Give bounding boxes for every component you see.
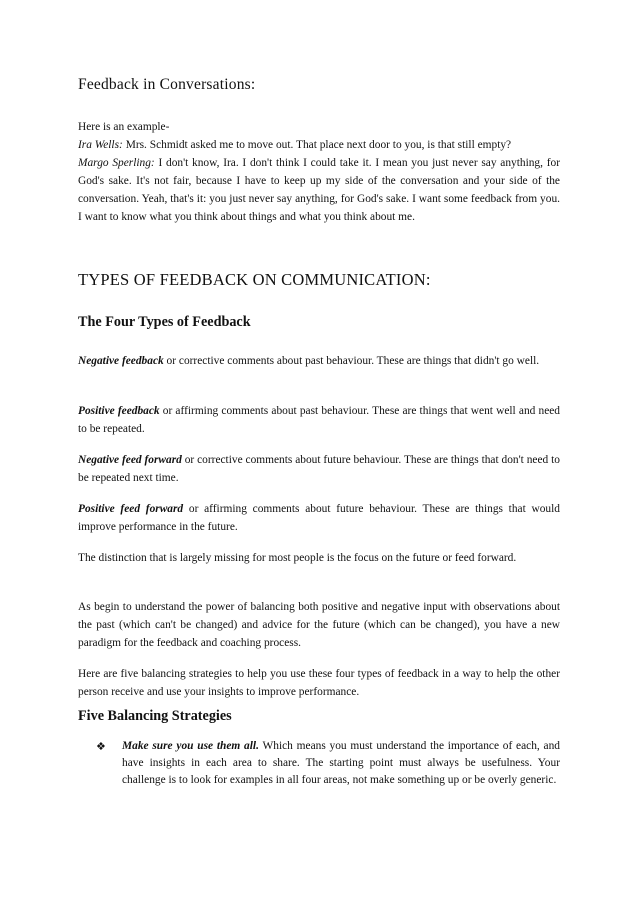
feedback-type-positive-feed-forward	[78, 500, 560, 536]
balancing-text: As begin to understand the power of balancing both positive and negative input with observations about the past (which can't be changed) and advice for the future (which can be changed), you have a new paradigm for the feedback and coaching process.	[78, 601, 560, 649]
diamond-bullet-icon: ❖	[96, 740, 106, 753]
feedback-type-positive-feedback	[78, 402, 560, 438]
term-negative-feedback: Negative feedback	[78, 355, 164, 367]
strategy-1-term: Make sure you use them all.	[122, 740, 259, 752]
distinction-text: The distinction that is largely missing for most people is the focus on the future or feed forward.	[78, 552, 517, 564]
example-intro: Here is an example-	[78, 121, 170, 133]
heading-types-of-feedback: TYPES OF FEEDBACK ON COMMUNICATION:	[78, 270, 431, 289]
term-positive-feedback: Positive feedback	[78, 405, 160, 417]
strategies-intro-text: Here are five balancing strategies to help you use these four types of feedback in a way to help the other person receive and use your insights to improve performance.	[78, 668, 560, 698]
strategy-1-desc: Which means you must understand the importance of each, and have insights in each area to share. The starting point must always be usefulness. Your challenge is to look for examples in all four areas, not make something up or be overly generic.	[122, 740, 560, 786]
conversation-example	[78, 118, 560, 226]
heading-four-types: The Four Types of Feedback	[78, 314, 251, 330]
feedback-type-negative-feed-forward	[78, 451, 560, 487]
desc-negative-feedback: or corrective comments about past behaviour. These are things that didn't go well.	[163, 355, 540, 367]
paragraph-distinction	[78, 549, 560, 567]
paragraph-strategies-intro	[78, 665, 560, 701]
feedback-type-negative-feedback	[78, 352, 560, 370]
margo-label: Margo Sperling:	[78, 157, 155, 169]
strategy-1-text	[122, 738, 560, 789]
desc-positive-feedback: or affirming comments about past behaviour. These are things that went well and need to be repeated.	[78, 405, 561, 435]
paragraph-balancing	[78, 598, 560, 652]
strategy-item-1	[96, 738, 562, 789]
heading-five-strategies: Five Balancing Strategies	[78, 708, 232, 724]
ira-text: Mrs. Schmidt asked me to move out. That place next door to you, is that still empty?	[125, 139, 512, 151]
term-positive-feed-forward: Positive feed forward	[78, 503, 184, 515]
ira-label: Ira Wells:	[78, 139, 123, 151]
desc-negative-feed-forward: or corrective comments about future behaviour. These are things that don't need to be repeated next time.	[78, 454, 560, 484]
desc-positive-feed-forward: or affirming comments about future behaviour. These are things that would improve performance in the future.	[78, 503, 560, 533]
heading-feedback-in-conversations: Feedback in Conversations:	[78, 76, 256, 93]
term-negative-feed-forward: Negative feed forward	[78, 454, 182, 466]
ira-line	[78, 136, 560, 154]
margo-line	[78, 154, 560, 226]
margo-text: I don't know, Ira. I don't think I could take it. I mean you just never say anything, for God's sake. It's not fair, because I have to keep up my side of the conversation and your side of the conversation. Yeah, that's it: you just never say anything, for God's sake. I want some feedback from you. I want to know what you think about things and what you think about me.	[78, 157, 560, 223]
